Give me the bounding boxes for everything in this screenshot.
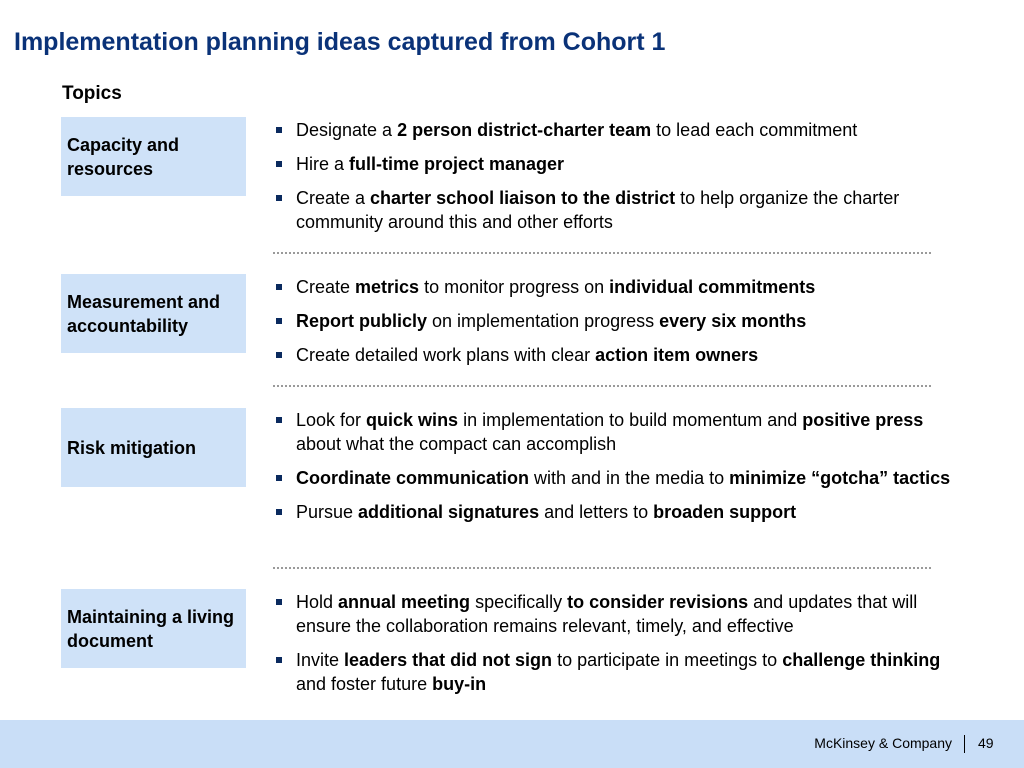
section-divider bbox=[273, 567, 931, 569]
bullet-emphasis: challenge thinking bbox=[782, 650, 941, 670]
section-divider bbox=[273, 385, 931, 387]
bullet-emphasis: minimize “gotcha” tactics bbox=[729, 468, 951, 488]
bullet-list-living-document bbox=[274, 590, 954, 706]
bullet-emphasis: Report publicly bbox=[296, 311, 428, 331]
topic-maintaining-a-living-document bbox=[61, 589, 246, 668]
bullet-emphasis: metrics bbox=[355, 277, 420, 297]
bullet-text: specifically bbox=[470, 592, 568, 612]
bullet-emphasis: Coordinate communication bbox=[296, 468, 530, 488]
bullet-text: in implementation to build momentum and bbox=[458, 410, 803, 430]
bullet-text: and letters to bbox=[539, 502, 654, 522]
bullet-text: to help organize the charter community around this and other efforts bbox=[296, 188, 900, 232]
topics-label: Topics bbox=[62, 83, 122, 104]
bullet-text: Hire a bbox=[296, 154, 350, 174]
bullet-emphasis: positive press bbox=[802, 410, 924, 430]
bullet-text: Pursue bbox=[296, 502, 359, 522]
bullet-text: about what the compact can accomplish bbox=[296, 434, 617, 454]
bullet-item bbox=[274, 648, 954, 696]
bullet-emphasis: full-time project manager bbox=[349, 154, 565, 174]
bullet-item bbox=[274, 408, 954, 456]
bullet-emphasis: individual commitments bbox=[609, 277, 816, 297]
bullet-text: to lead each commitment bbox=[651, 120, 858, 140]
bullet-text: to participate in meetings to bbox=[552, 650, 783, 670]
footer-company: McKinsey & Company bbox=[814, 735, 952, 751]
bullet-text: with and in the media to bbox=[529, 468, 730, 488]
bullet-emphasis: broaden support bbox=[653, 502, 797, 522]
bullet-item bbox=[274, 275, 954, 299]
bullet-list-measurement bbox=[274, 275, 954, 377]
bullet-emphasis: every six months bbox=[659, 311, 807, 331]
footer-separator bbox=[964, 735, 965, 753]
bullet-item bbox=[274, 343, 954, 367]
bullet-text: Create a bbox=[296, 188, 371, 208]
bullet-list-capacity bbox=[274, 118, 954, 244]
bullet-text: Look for bbox=[296, 410, 367, 430]
bullet-list-risk bbox=[274, 408, 954, 534]
bullet-item bbox=[274, 309, 954, 333]
bullet-item bbox=[274, 466, 954, 490]
bullet-emphasis: to consider revisions bbox=[567, 592, 749, 612]
bullet-text: and foster future bbox=[296, 674, 433, 694]
bullet-emphasis: annual meeting bbox=[338, 592, 471, 612]
bullet-item bbox=[274, 152, 954, 176]
bullet-emphasis: additional signatures bbox=[358, 502, 540, 522]
bullet-item bbox=[274, 186, 954, 234]
topic-risk-mitigation bbox=[61, 408, 246, 487]
bullet-text: and updates that will ensure the collaboration remains relevant, timely, and effective bbox=[296, 592, 918, 636]
page-number: 49 bbox=[978, 735, 994, 751]
topic-label: Risk mitigation bbox=[67, 437, 197, 458]
page-title: Implementation planning ideas captured from Cohort 1 bbox=[14, 28, 666, 56]
section-divider bbox=[273, 252, 931, 254]
bullet-emphasis: buy-in bbox=[432, 674, 487, 694]
bullet-item bbox=[274, 590, 954, 638]
topic-measurement-and-accountability bbox=[61, 274, 246, 353]
bullet-text: Hold bbox=[296, 592, 339, 612]
bullet-emphasis: 2 person district-charter team bbox=[397, 120, 652, 140]
bullet-item bbox=[274, 500, 954, 524]
bullet-emphasis: quick wins bbox=[366, 410, 459, 430]
bullet-emphasis: action item owners bbox=[595, 345, 759, 365]
topic-label: Maintaining a living document bbox=[67, 606, 235, 651]
bullet-item bbox=[274, 118, 954, 142]
topic-capacity-and-resources bbox=[61, 117, 246, 196]
bullet-text: Invite bbox=[296, 650, 345, 670]
bullet-text: to monitor progress on bbox=[419, 277, 610, 297]
bullet-text: on implementation progress bbox=[427, 311, 660, 331]
bullet-emphasis: leaders that did not sign bbox=[344, 650, 553, 670]
bullet-text: Create bbox=[296, 277, 356, 297]
topic-label: Capacity and resources bbox=[67, 134, 180, 179]
topic-label: Measurement and accountability bbox=[67, 291, 221, 336]
bullet-text: Create detailed work plans with clear bbox=[296, 345, 596, 365]
bullet-text: Designate a bbox=[296, 120, 398, 140]
bullet-emphasis: charter school liaison to the district bbox=[370, 188, 676, 208]
